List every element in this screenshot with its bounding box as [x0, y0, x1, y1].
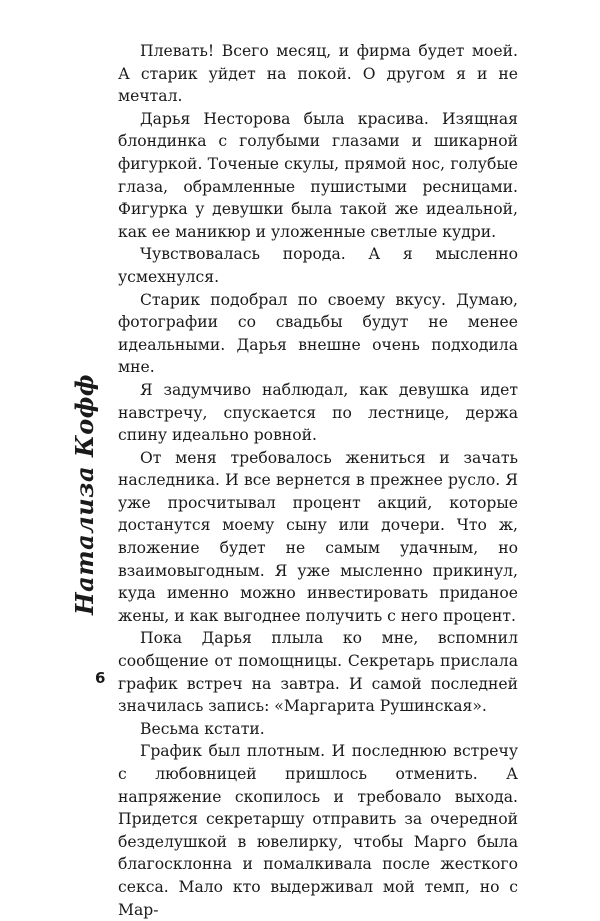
paragraph: От меня требовалось жениться и зачать наследника. И все вернется в прежнее русло. Я уже просчитывал процент акций, которые достанутся моему сыну или дочери. Что ж, вложение будет не самым удачным, но взаимовыгодным. Я уже мысленно прикинул, куда именно можно инвестировать приданое жены, и как выгоднее получить с него процент. — [118, 448, 518, 625]
paragraph: Плевать! Всего месяц, и фирма будет моей. А старик уйдет на покой. О другом я и не мечтал. — [118, 42, 518, 106]
paragraph: Весьма кстати. — [140, 719, 265, 738]
paragraph: Чувствовалась порода. А я мысленно усмехнулся. — [118, 245, 518, 286]
paragraph: Дарья Несторова была красива. Изящная блондинка с голубыми глазами и шикарной фигуркой. Точеные скулы, прямой нос, голубые глаза, обрамленные пушистыми ресницами. Фигурка у девушки была такой же идеальной, как ее маникюр и уложенные светлые кудри. — [118, 109, 518, 241]
paragraph: График был плотным. И последнюю встречу с любовницей пришлось отменить. А напряжение скопилось и требовало выхода. Придется секретаршу отправить за очередной безделушкой в ювелирку, чтобы Марго была благосклонна и помалкивала после жесткого секса. Мало кто выдерживал мой темп, но с Мар- — [118, 742, 518, 919]
page-number: 6 — [95, 669, 106, 687]
author-name: Натализа Кофф — [70, 373, 99, 615]
paragraph: Старик подобрал по своему вкусу. Думаю, фотографии со свадьбы будут не менее идеальными. Дарья внешне очень подходила мне. — [118, 290, 518, 377]
paragraph: Пока Дарья плыла ко мне, вспомнил сообщение от помощницы. Секретарь прислала график встреч на завтра. И самой последней значилась запись: «Маргарита Рушинская». — [118, 629, 518, 716]
page-body — [118, 40, 518, 921]
paragraph: Я задумчиво наблюдал, как девушка идет навстречу, спускается по лестнице, держа спину идеально ровной. — [118, 380, 518, 445]
